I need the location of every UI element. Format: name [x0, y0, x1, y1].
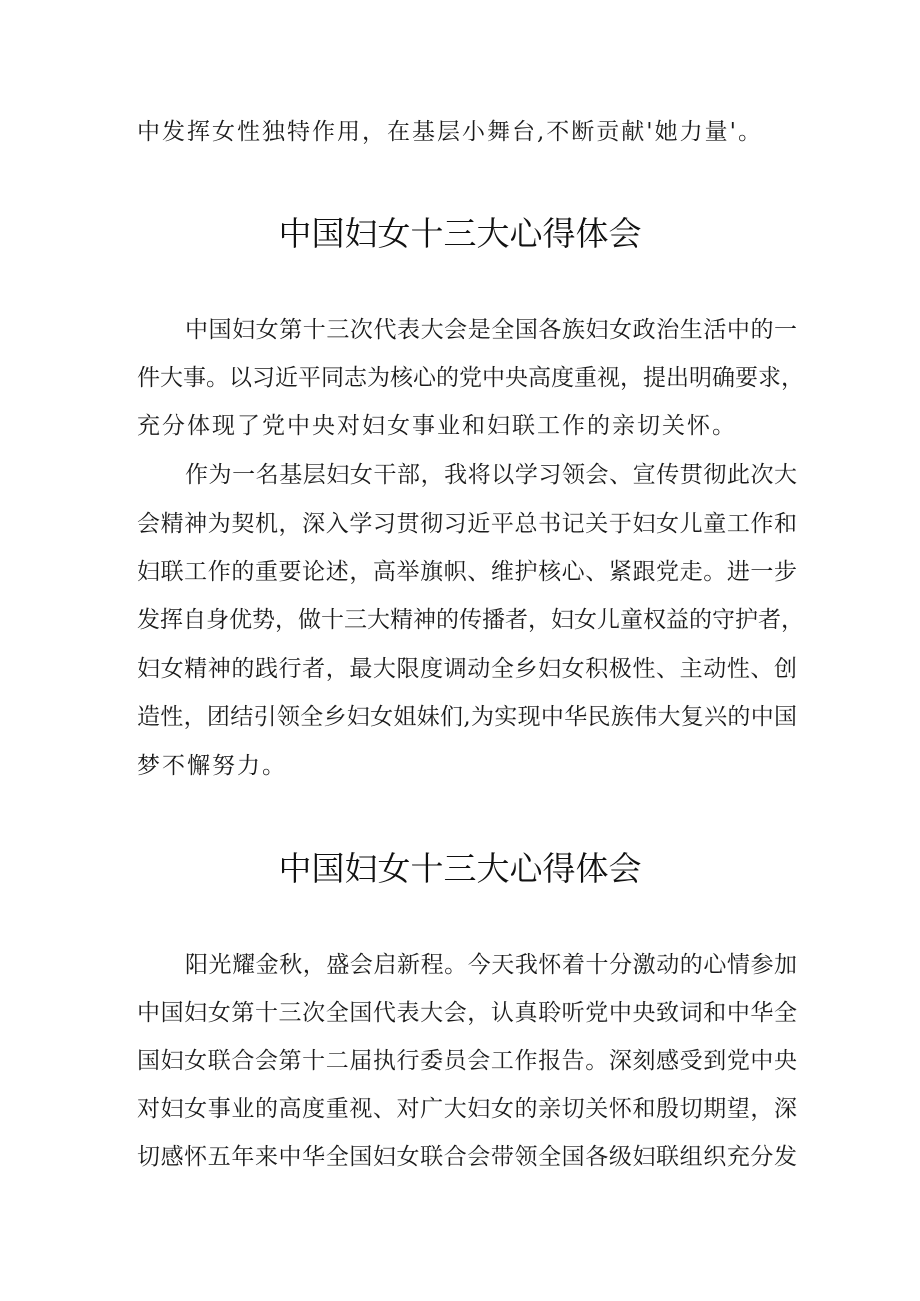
paragraph-line: 梦不懈努力。	[137, 753, 287, 779]
paragraph-line: 作为一名基层妇女干部，我将以学习领会、宣传贯彻此次大	[185, 462, 797, 488]
paragraph-line: 阳光耀金秋，盛会启新程。今天我怀着十分激动的心情参加	[185, 952, 797, 978]
paragraph-line: 造性，团结引领全乡妇女姐妹们,为实现中华民族伟大复兴的中国	[137, 704, 797, 730]
paragraph-fragment-line: 中发挥女性独特作用，在基层小舞台,不断贡献'她力量'。	[137, 119, 763, 145]
paragraph-line: 充分体现了党中央对妇女事业和妇联工作的亲切关怀。	[137, 413, 737, 439]
paragraph-line: 会精神为契机，深入学习贯彻习近平总书记关于妇女儿童工作和	[137, 511, 797, 537]
paragraph-line: 妇联工作的重要论述，高举旗帜、维护核心、紧跟党走。进一步	[137, 559, 797, 585]
section-title: 中国妇女十三大心得体会	[278, 214, 642, 253]
paragraph-line: 中国妇女第十三次代表大会是全国各族妇女政治生活中的一	[185, 317, 797, 343]
paragraph-line: 妇女精神的践行者，最大限度调动全乡妇女积极性、主动性、创	[137, 656, 797, 682]
paragraph-line: 切感怀五年来中华全国妇女联合会带领全国各级妇联组织充分发	[137, 1144, 797, 1170]
paragraph-line: 发挥自身优势，做十三大精神的传播者，妇女儿童权益的守护者，	[137, 607, 804, 633]
paragraph-line: 中国妇女第十三次全国代表大会，认真聆听党中央致词和中华全	[137, 1000, 797, 1026]
paragraph-line: 对妇女事业的高度重视、对广大妇女的亲切关怀和殷切期望，深	[137, 1096, 797, 1122]
section-title: 中国妇女十三大心得体会	[278, 849, 642, 888]
paragraph-line: 件大事。以习近平同志为核心的党中央高度重视，提出明确要求，	[137, 365, 804, 391]
paragraph-line: 国妇女联合会第十二届执行委员会工作报告。深刻感受到党中央	[137, 1048, 797, 1074]
